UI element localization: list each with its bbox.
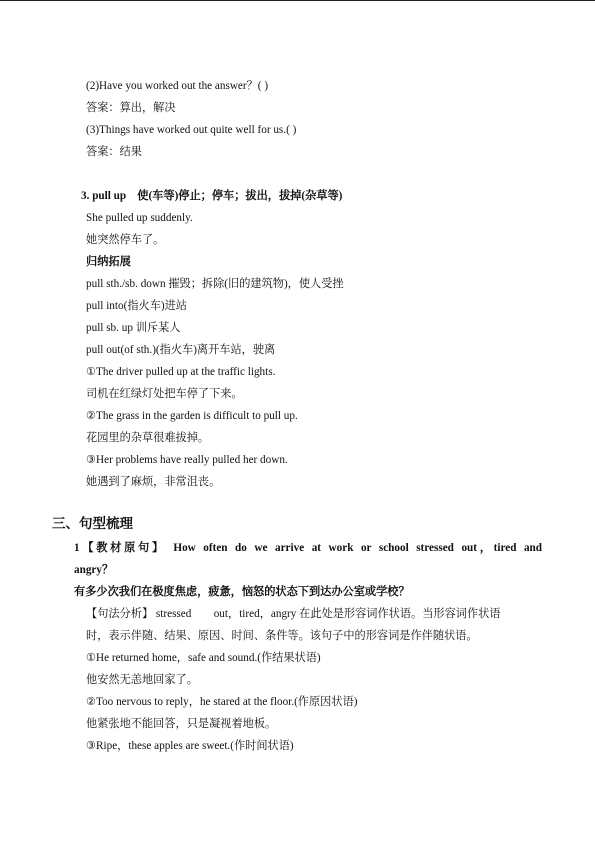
answer-2: 答案：算出，解决 — [86, 102, 176, 114]
textbook-sentence-line-2: angry？ — [74, 564, 114, 576]
example-1-chinese: 司机在红绿灯处把车停了下来。 — [86, 388, 243, 400]
question-3: (3)Things have worked out quite well for us.( ) — [86, 124, 297, 136]
sentence-example-2: ②Too nervous to reply，he stared at the floor.(作原因状语) — [86, 696, 358, 708]
sentence-example-2-chinese: 他紧张地不能回答，只是凝视着地板。 — [86, 718, 277, 730]
analysis-line-1: 【句法分析】 stressed out，tired，angry 在此处是形容词作状语。当形容词作状语 — [86, 608, 501, 620]
textbook-sentence-line-1: 1【教材原句】 How often do we arrive at work or school stressed out，tired and — [74, 542, 542, 554]
subheading-summary: 归纳拓展 — [86, 256, 131, 268]
phrase-pull-down: pull sth./sb. down 摧毁；拆除(旧的建筑物)，使人受挫 — [86, 278, 344, 290]
phrase-pull-out: pull out(of sth.)(指火车)离开车站，驶离 — [86, 344, 276, 356]
textbook-sentence-chinese: 有多少次我们在极度焦虑，疲惫，恼怒的状态下到达办公室或学校？ — [74, 586, 410, 598]
analysis-line-2: 时，表示伴随、结果、原因、时间、条件等。该句子中的形容词是作伴随状语。 — [86, 630, 478, 642]
question-2: (2)Have you worked out the answer？( ) — [86, 80, 269, 92]
sentence-example-1: ①He returned home，safe and sound.(作结果状语) — [86, 652, 321, 664]
sentence-example-1-chinese: 他安然无恙地回家了。 — [86, 674, 198, 686]
example-3-chinese: 她遇到了麻烦，非常沮丧。 — [86, 476, 221, 488]
example-english: She pulled up suddenly. — [86, 212, 193, 224]
example-2-english: ②The grass in the garden is difficult to pull up. — [86, 410, 298, 422]
example-1-english: ①The driver pulled up at the traffic lights. — [86, 366, 276, 378]
phrase-pull-sb-up: pull sb. up 训斥某人 — [86, 322, 181, 334]
example-chinese: 她突然停车了。 — [86, 234, 165, 246]
phrase-pull-into: pull into(指火车)进站 — [86, 300, 187, 312]
sentence-example-3: ③Ripe，these apples are sweet.(作时间状语) — [86, 740, 294, 752]
example-2-chinese: 花园里的杂草很难拔掉。 — [86, 432, 210, 444]
top-border-rule — [0, 0, 595, 1]
answer-3: 答案：结果 — [86, 146, 142, 158]
example-3-english: ③Her problems have really pulled her down. — [86, 454, 288, 466]
section-title-sentence-patterns: 三、句型梳理 — [52, 516, 133, 531]
heading-pull-up: 3. pull up 使(车等)停止；停车；拔出，拔掉(杂草等) — [81, 190, 343, 202]
